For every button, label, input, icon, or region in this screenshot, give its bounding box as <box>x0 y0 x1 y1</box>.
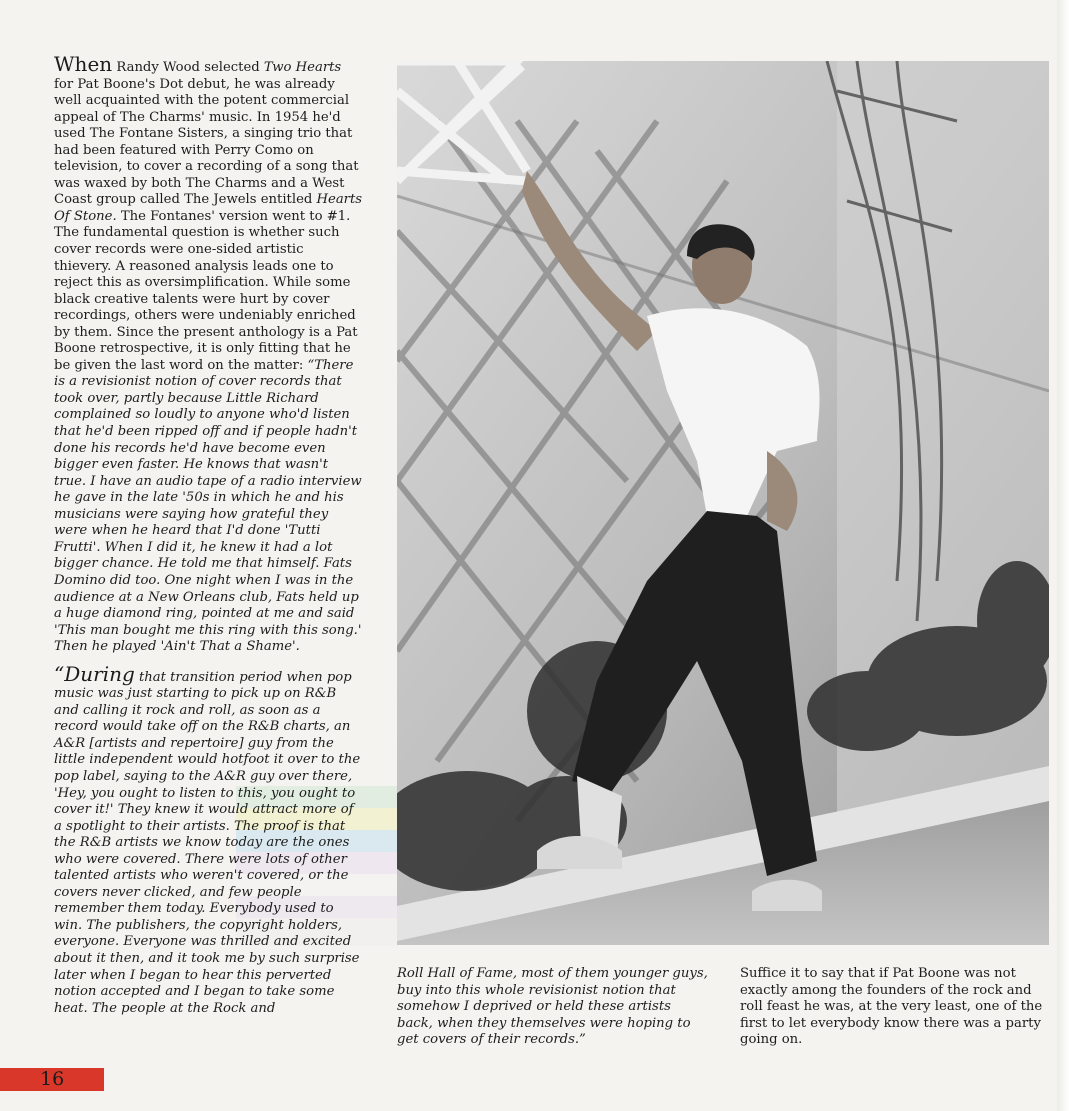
page-number: 16 <box>40 1068 65 1090</box>
paragraph-intro <box>54 52 364 656</box>
page-edge-shading <box>1057 0 1069 1111</box>
song-title-hearts-of-stone: Hearts Of Stone. <box>54 192 363 224</box>
boone-quote-part2: that transition period when pop music was just starting to pick up on R&B and calling it rock and roll, as soon as a record would take off on the R&B charts, an A&R [artists and repertoire] guy from the little independent would hotfoot it over to the pop label, saying to the A&R guy over there, 'Hey, you ought to listen to this, you ought to cover it!' They knew it would attract more of a spotlight to their artists. The proof is that the R&B artists we know today are the ones who were covered. There were lots of other talented artists who weren't covered, or the covers never clicked, and few people remember them today. Everybody used to win. The publishers, the copyright holders, everyone. Everyone was thrilled and excited about it then, and it took me by such surprise later when I began to hear this perverted notion accepted and I began to take some heat. The people at the Rock and <box>54 669 361 1016</box>
right-text-column <box>740 966 1045 1049</box>
intro-text-a: Randy Wood selected <box>112 60 264 75</box>
paragraph-during <box>54 661 364 1017</box>
intro-text-b: for Pat Boone's Dot debut, he was already well acquainted with the potent commercial appeal of The Charms' music. In 1954 he'd used The Fontane Sisters, a singing trio that had been featured with Perry Como on television, to cover a recording of a song that was waxed by both The Charms and a West Coast group called The Jewels entitled <box>54 76 359 208</box>
middle-text-column <box>397 966 709 1049</box>
dropcap-during: “During <box>54 661 135 686</box>
intro-text-c: The Fontanes' version went to #1. The fundamental question is whether such cover records were one-sided artistic thievery. A reasoned analysis leads one to reject this as oversimplification. While some black creative talents were hurt by cover recordings, others were undeniably enriched by them. Since the present anthology is a Pat Boone retrospective, it is only fitting that he be given the last word on the matter: <box>54 208 358 373</box>
boone-quote-part1: “There is a revisionist notion of cover records that took over, partly because Little Richard complained so loudly to anyone who'd listen that he'd been ripped off and if people hadn't done his records he'd have become even bigger even faster. He knows that wasn't true. I have an audio tape of a radio interview he gave in the late '50s in which he and his musicians were saying how grateful they were when he heard that I'd done 'Tutti Frutti'. When I did it, he knew it had a lot bigger chance. He told me that himself. Fats Domino did too. One night when I was in the audience at a New Orleans club, Fats held up a huge diamond ring, pointed at me and said 'This man bought me this ring with this song.' Then he played 'Ain't That a Shame'. <box>54 357 362 655</box>
quote-continuation: Roll Hall of Fame, most of them younger guys, buy into this whole revisionist notion that somehow I deprived or held these artists back, when they themselves were hoping to get covers of their records.” <box>397 966 708 1048</box>
left-text-column <box>54 52 364 1017</box>
dropcap-when: When <box>54 52 113 76</box>
closing-paragraph: Suffice it to say that if Pat Boone was not exactly among the founders of the rock and roll feast he was, at the very least, one of the first to let everybody know there was a party going on. <box>740 966 1043 1048</box>
song-title-two-hearts: Two Hearts <box>263 60 342 75</box>
pat-boone-photo <box>397 61 1049 945</box>
